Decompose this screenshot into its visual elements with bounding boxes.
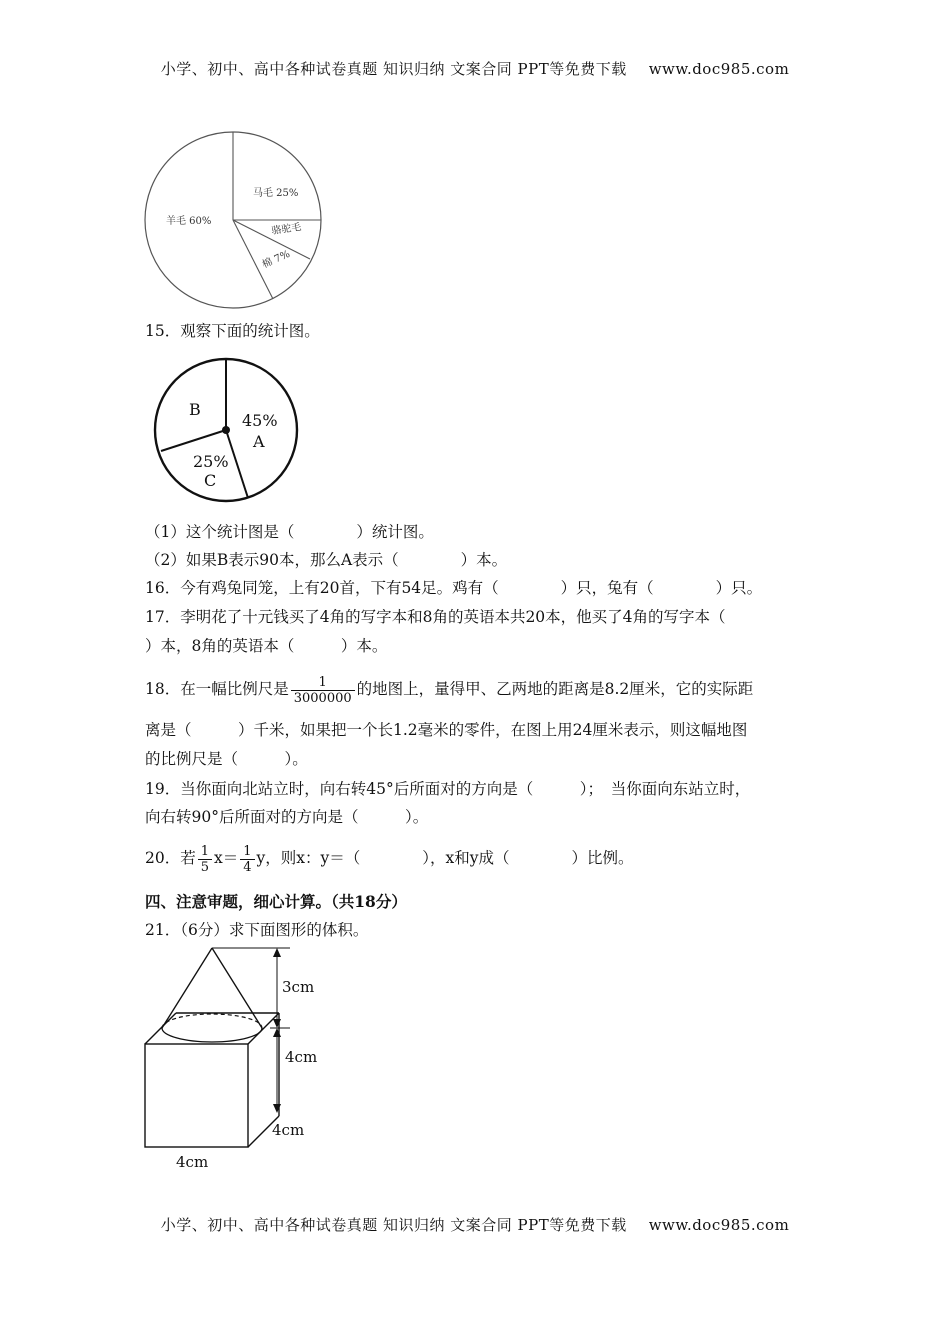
section4-heading: 四、注意审题，细心计算。（共18分） bbox=[145, 892, 407, 911]
pie2-percent-a: 45% bbox=[242, 411, 278, 430]
q17-line1: 17．李明花了十元钱买了4角的写字本和8角的英语本共20本，他买了4角的写字本（ bbox=[145, 608, 726, 626]
pie1-label-cotton: 棉 7% bbox=[260, 248, 292, 271]
pie2-divider-bc bbox=[161, 430, 226, 451]
cube-height-arrowhead-bottom bbox=[273, 1104, 281, 1113]
q16-text: 16．今有鸡兔同笼，上有20首，下有54足。鸡有（ ）只，兔有（ ）只。 bbox=[145, 579, 763, 597]
q20-f1-den: 5 bbox=[198, 859, 212, 875]
q18-frac-num: 1 bbox=[318, 674, 327, 690]
cube-height-arrowhead-top bbox=[273, 1028, 281, 1037]
cube-edge-top-left bbox=[145, 1013, 176, 1044]
q20-pre: 20．若 bbox=[145, 849, 196, 867]
footer-text: 小学、初中、高中各种试卷真题 知识归纳 文案合同 PPT等免费下载 bbox=[160, 1216, 627, 1234]
q20-mid: x＝ bbox=[214, 849, 239, 867]
page-footer bbox=[0, 1214, 950, 1235]
cone-height-arrowhead-bottom bbox=[273, 1019, 281, 1028]
q18-frac-den: 3000000 bbox=[291, 690, 355, 706]
q15-sub1: （1）这个统计图是（ ）统计图。 bbox=[145, 523, 434, 541]
q20-line bbox=[145, 840, 634, 876]
q15-title: 15．观察下面的统计图。 bbox=[145, 322, 320, 340]
q18-line2: 离是（ ）千米，如果把一个长1.2毫米的零件，在图上用24厘米表示，则这幅地图 bbox=[145, 721, 748, 739]
cube-depth-label: 4cm bbox=[272, 1121, 305, 1139]
q19-line2: 向右转90°后所面对的方向是（ ）。 bbox=[145, 808, 429, 826]
pie1-label-camel: 骆驼毛 bbox=[270, 221, 303, 237]
q18-post: 的地图上，量得甲、乙两地的距离是8.2厘米，它的实际距 bbox=[356, 680, 754, 698]
cube-width-label: 4cm bbox=[176, 1153, 209, 1171]
q20-f2-num: 1 bbox=[243, 843, 252, 859]
q17-line2: ）本，8角的英语本（ ）本。 bbox=[145, 637, 388, 655]
page-header bbox=[0, 58, 950, 79]
q18-pre: 18．在一幅比例尺是 bbox=[145, 680, 289, 698]
footer-site-link[interactable]: www.doc985.com bbox=[648, 1216, 790, 1234]
cone-height-arrowhead-top bbox=[273, 948, 281, 957]
q20-fraction-1 bbox=[198, 844, 212, 875]
q20-f2-den: 4 bbox=[240, 859, 254, 875]
q18-scale-fraction bbox=[291, 675, 355, 706]
header-site-link[interactable]: www.doc985.com bbox=[648, 60, 790, 78]
pie1-label-wool: 羊毛 60% bbox=[166, 216, 212, 227]
pie2-name-a: A bbox=[253, 432, 265, 451]
pie1-label-horsehair: 马毛 25% bbox=[253, 188, 299, 199]
q18-line3: 的比例尺是（ ）。 bbox=[145, 750, 308, 768]
q20-post: y，则x：y＝（ ），x和y成（ ）比例。 bbox=[256, 849, 634, 867]
cube-height-label: 4cm bbox=[285, 1048, 318, 1066]
q18-line1 bbox=[145, 671, 753, 707]
pie2-center-dot bbox=[222, 426, 230, 434]
cone-on-cube-figure bbox=[140, 944, 340, 1174]
q20-fraction-2 bbox=[240, 844, 254, 875]
q20-f1-num: 1 bbox=[200, 843, 210, 859]
pie2-percent-c: 25% bbox=[193, 452, 229, 471]
pie2-divider-ac bbox=[226, 430, 248, 498]
pie2-name-c: C bbox=[204, 471, 217, 490]
q19-line1: 19．当你面向北站立时，向右转45°后所面对的方向是（ ）； 当你面向东站立时， bbox=[145, 780, 751, 798]
cone-base-back bbox=[162, 1014, 262, 1028]
wool-pie-chart bbox=[140, 126, 330, 316]
cone-base-front bbox=[162, 1028, 262, 1042]
q15-sub2: （2）如果B表示90本，那么A表示（ ）本。 bbox=[145, 551, 508, 569]
cone-height-label: 3cm bbox=[282, 978, 315, 996]
q15-pie-chart bbox=[150, 358, 300, 508]
q21-title: 21．（6分）求下面图形的体积。 bbox=[145, 921, 369, 939]
header-text: 小学、初中、高中各种试卷真题 知识归纳 文案合同 PPT等免费下载 bbox=[160, 60, 627, 78]
cube-front-face bbox=[145, 1044, 248, 1147]
pie2-name-b: B bbox=[189, 400, 201, 419]
